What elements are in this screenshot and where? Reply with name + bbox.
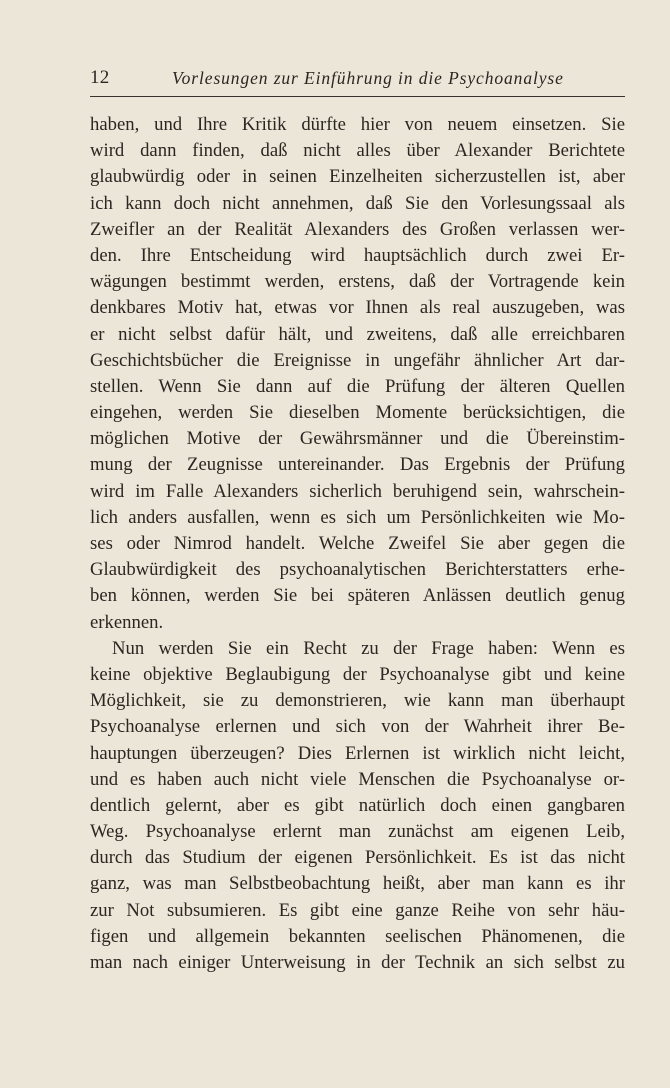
text-line: durch das Studium der eigenen Persönlichkeit. Es ist das nicht (90, 847, 625, 869)
text-line: Möglichkeit, sie zu demonstrieren, wie kann man überhaupt (90, 690, 625, 712)
text-line: erkennen. (90, 611, 164, 633)
text-line: wird im Falle Alexanders sicherlich beruhigend sein, wahrschein- (90, 480, 625, 502)
text-line: Nun werden Sie ein Recht zu der Frage haben: Wenn es (112, 637, 625, 659)
text-line: ben können, werden Sie bei späteren Anlässen deutlich genug (90, 585, 625, 607)
text-line: stellen. Wenn Sie dann auf die Prüfung der älteren Quellen (90, 375, 625, 397)
page-number: 12 (90, 67, 110, 88)
text-line: und es haben auch nicht viele Menschen die Psychoanalyse or- (90, 768, 625, 790)
text-line: hauptungen überzeugen? Dies Erlernen ist wirklich nicht leicht, (90, 742, 625, 764)
text-line: Geschichtsbücher die Ereignisse in ungefähr ähnlicher Art dar- (90, 349, 625, 371)
text-line: Glaubwürdigkeit des psychoanalytischen Berichterstatters erhe- (90, 559, 625, 581)
paragraph-2 (90, 636, 625, 976)
text-line: Psychoanalyse erlernen und sich von der Wahrheit ihrer Be- (90, 716, 625, 738)
text-line: ses oder Nimrod handelt. Welche Zweifel Sie aber gegen die (90, 533, 625, 554)
text-line: dentlich gelernt, aber es gibt natürlich doch einen gangbaren (90, 794, 625, 816)
text-line: wägungen bestimmt werden, erstens, daß der Vortragende kein (90, 271, 625, 293)
paragraph-1 (90, 112, 625, 636)
text-line: mung der Zeugnisse untereinander. Das Ergebnis der Prüfung (90, 454, 625, 476)
header-rule (90, 96, 625, 97)
text-line: lich anders ausfallen, wenn es sich um Persönlichkeiten wie Mo- (90, 506, 625, 528)
text-line: er nicht selbst dafür hält, und zweitens, daß alle erreichbaren (90, 323, 625, 345)
text-line: Zweifler an der Realität Alexanders des Großen verlassen wer- (90, 218, 625, 240)
body-text (90, 112, 625, 976)
text-line: Weg. Psychoanalyse erlernt man zunächst am eigenen Leib, (90, 821, 625, 843)
running-title: Vorlesungen zur Einführung in die Psychoanalyse (172, 68, 564, 88)
text-line: denkbares Motiv hat, etwas vor Ihnen als real auszugeben, was (90, 297, 625, 319)
text-line: den. Ihre Entscheidung wird hauptsächlich durch zwei Er- (90, 244, 625, 266)
text-line: zur Not subsumieren. Es gibt eine ganze Reihe von sehr häu- (90, 899, 625, 921)
text-line: ganz, was man Selbstbeobachtung heißt, aber man kann es ihr (90, 873, 625, 895)
text-line: man nach einiger Unterweisung in der Technik an sich selbst zu (90, 952, 625, 973)
text-line: wird dann finden, daß nicht alles über Alexander Berichtete (90, 140, 625, 162)
text-line: glaubwürdig oder in seinen Einzelheiten sicherzustellen ist, aber (90, 166, 625, 188)
text-line: eingehen, werden Sie dieselben Momente berücksichtigen, die (90, 402, 625, 424)
running-head (90, 66, 625, 90)
text-line: ich kann doch nicht annehmen, daß Sie den Vorlesungssaal als (90, 192, 625, 214)
text-line: möglichen Motive der Gewährsmänner und die Übereinstim- (90, 428, 625, 450)
text-line: haben, und Ihre Kritik dürfte hier von neuem einsetzen. Sie (90, 114, 625, 135)
text-line: keine objektive Beglaubigung der Psychoanalyse gibt und keine (90, 663, 625, 685)
text-line: figen und allgemein bekannten seelischen Phänomenen, die (90, 925, 625, 947)
